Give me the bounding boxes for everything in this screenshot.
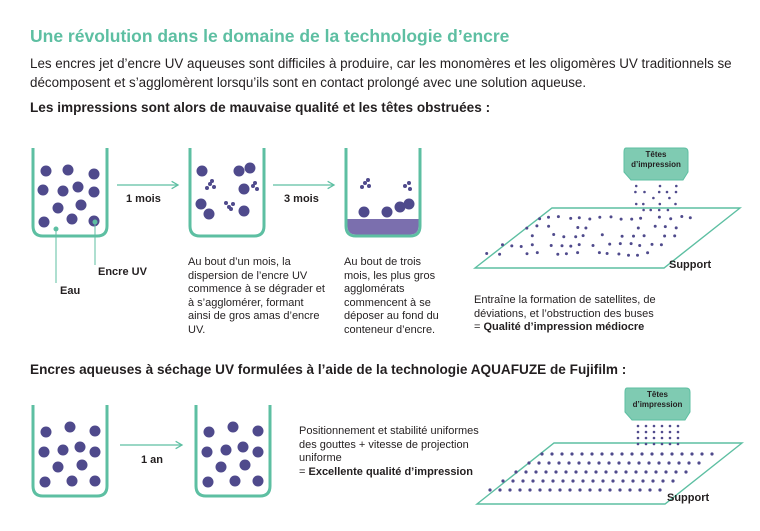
ink-drop: [669, 443, 672, 446]
ink-drop: [536, 251, 539, 254]
ink-drop: [675, 226, 678, 229]
ink-drop: [645, 425, 648, 428]
ink-drop: [680, 215, 683, 218]
ink-drop: [614, 470, 617, 473]
ink-drop: [617, 461, 620, 464]
ink-drop: [646, 251, 649, 254]
ink-drop: [498, 253, 501, 256]
ink-drop: [560, 452, 563, 455]
ink-drop: [564, 470, 567, 473]
ink-drop: [644, 470, 647, 473]
ink-drop: [550, 452, 553, 455]
ink-drop: [508, 488, 511, 491]
ink-drop: [488, 488, 491, 491]
ink-drop: [700, 452, 703, 455]
intro-paragraph: Les encres jet d’encre UV aqueuses sont difficiles à produire, car les monomères et les oligomères UV traditionnels se décomposent et s’agglomèrent lorsqu’ils sont en contact prolongé avec une solution aqueuse.: [30, 56, 732, 90]
ink-drop: [608, 488, 611, 491]
ink-drop: [576, 226, 579, 229]
ink-drop: [584, 470, 587, 473]
ink-drop: [684, 470, 687, 473]
ink-drop: [637, 227, 640, 230]
ink-drop: [557, 215, 560, 218]
ink-drop: [663, 235, 666, 238]
ink-drop: [594, 470, 597, 473]
page-title: Une révolution dans le domaine de la technologie d’encre: [30, 26, 510, 46]
ink-drop: [556, 253, 559, 256]
ink-drop: [680, 452, 683, 455]
ink-drop: [521, 479, 524, 482]
caption-1-month: Au bout d’un mois, la dispersion de l’encre UV commence à se dégrader et à s’agglomérer, formant ainsi de gros amas d’encre UV.: [188, 256, 325, 336]
ink-drop: [637, 461, 640, 464]
ink-drop: [637, 437, 640, 440]
ink-drop: [635, 203, 638, 206]
ink-drop: [587, 461, 590, 464]
ink-drop: [578, 243, 581, 246]
ink-drop: [588, 488, 591, 491]
ink-drop: [511, 479, 514, 482]
ink-drop: [562, 235, 565, 238]
ink-drop: [531, 234, 534, 237]
ink-drop: [619, 242, 622, 245]
ink-drop: [667, 209, 670, 212]
ink-drop: [548, 488, 551, 491]
ink-drop: [526, 252, 529, 255]
ink-drop: [674, 203, 677, 206]
ink-drop: [654, 225, 657, 228]
ink-drop: [569, 245, 572, 248]
ink-drop: [552, 233, 555, 236]
ink-drop: [570, 452, 573, 455]
ink-drop: [649, 209, 652, 212]
ink-drop: [547, 216, 550, 219]
ink-drop: [525, 227, 528, 230]
ink-drop: [540, 452, 543, 455]
ink-drop: [627, 461, 630, 464]
ink-drop: [630, 242, 633, 245]
ink-drop: [592, 244, 595, 247]
ink-drop: [550, 244, 553, 247]
ink-drop: [600, 452, 603, 455]
ink-drop: [710, 452, 713, 455]
result-poor-prefix: =: [474, 321, 484, 334]
ink-drop: [578, 488, 581, 491]
ink-drop: [531, 243, 534, 246]
ink-drop: [645, 437, 648, 440]
ink-drop: [631, 479, 634, 482]
ink-drop: [537, 461, 540, 464]
ink-drop: [651, 243, 654, 246]
arrow-label-3-months: 3 mois: [284, 193, 319, 205]
ink-drop: [578, 216, 581, 219]
ink-drop: [498, 488, 501, 491]
ink-drop: [534, 470, 537, 473]
ink-drop: [597, 461, 600, 464]
ink-drop: [666, 191, 669, 194]
ink-drop: [598, 216, 601, 219]
arrow-label-1-year: 1 an: [141, 454, 164, 466]
ink-drop: [551, 479, 554, 482]
ink-drop: [567, 461, 570, 464]
ink-drop: [639, 217, 642, 220]
ink-drop: [569, 217, 572, 220]
ink-drop: [618, 488, 621, 491]
ink-drop: [677, 437, 680, 440]
ink-drop: [637, 443, 640, 446]
ink-drop: [611, 479, 614, 482]
result-excellent-text: Positionnement et stabilité uniformes des gouttes + vitesse de projection uniforme: [299, 425, 479, 465]
ink-drop: [664, 225, 667, 228]
ink-drop: [669, 431, 672, 434]
ink-drop: [630, 452, 633, 455]
ink-drop: [641, 479, 644, 482]
ink-drop: [518, 488, 521, 491]
ink-drop: [669, 437, 672, 440]
ink-drop: [661, 425, 664, 428]
ink-drop: [645, 431, 648, 434]
ink-drop: [677, 425, 680, 428]
ink-drop: [638, 244, 641, 247]
ink-drop: [538, 217, 541, 220]
ink-drop: [677, 431, 680, 434]
ink-drop: [524, 470, 527, 473]
ink-drop: [510, 244, 513, 247]
ink-drop: [610, 452, 613, 455]
ink-drop: [610, 215, 613, 218]
ink-drop: [538, 488, 541, 491]
result-excellent-prefix: =: [299, 465, 309, 478]
ink-drop: [658, 209, 661, 212]
ink-drop: [604, 470, 607, 473]
print-head-label-line1: Têtes: [647, 390, 668, 399]
result-excellent-bold: Excellente qualité d’impression: [308, 465, 473, 478]
caption-3-months: Au bout de trois mois, les plus gros agglomérats commencent à se déposer au fond du conteneur d’encre.: [344, 256, 439, 336]
print-head-label-line1: Têtes: [645, 150, 667, 159]
ink-drop: [675, 191, 678, 194]
ink-drop: [652, 197, 655, 200]
ink-drop: [689, 216, 692, 219]
ink-drop: [617, 253, 620, 256]
ink-drop: [514, 470, 517, 473]
ink-drop: [669, 425, 672, 428]
ink-drop: [561, 244, 564, 247]
ink-drop: [607, 461, 610, 464]
result-poor-text: Entraîne la formation de satellites, de déviations, et l’obstruction des buses: [474, 294, 656, 320]
ink-drop: [637, 425, 640, 428]
ink-drop: [670, 452, 673, 455]
ink-drop: [598, 488, 601, 491]
result-excellent: [299, 425, 499, 479]
label-uv-ink: Encre UV: [98, 266, 147, 278]
ink-drop: [658, 216, 661, 219]
ink-drop: [638, 488, 641, 491]
ink-drop: [485, 252, 488, 255]
ink-drop: [642, 209, 645, 212]
ink-drop: [541, 479, 544, 482]
ink-drop: [677, 443, 680, 446]
ink-drop: [528, 488, 531, 491]
ink-drop: [568, 488, 571, 491]
container-1-month: [190, 148, 264, 236]
ink-drop: [621, 479, 624, 482]
result-poor-bold: Qualité d’impression médiocre: [483, 321, 645, 334]
print-head-label-line2: d’impression: [631, 160, 681, 169]
ink-drop: [636, 254, 639, 257]
ink-drop: [634, 191, 637, 194]
ink-drop: [697, 461, 700, 464]
ink-drop: [661, 437, 664, 440]
ink-drop: [577, 461, 580, 464]
ink-drop: [647, 461, 650, 464]
container-aquafuze-1-year: [196, 405, 270, 496]
ink-drop: [501, 243, 504, 246]
label-water: Eau: [60, 285, 81, 297]
ink-drop: [606, 252, 609, 255]
ink-drop: [608, 243, 611, 246]
ink-drop: [584, 227, 587, 230]
ink-drop: [690, 452, 693, 455]
ink-drop: [675, 185, 678, 188]
ink-drop: [588, 218, 591, 221]
ink-drop: [561, 479, 564, 482]
ink-drop: [601, 479, 604, 482]
ink-drop: [673, 234, 676, 237]
ink-drop: [645, 443, 648, 446]
ink-drop: [642, 203, 645, 206]
print-head-label-excellent: [625, 390, 690, 410]
arrow-label-1-month: 1 mois: [126, 193, 161, 205]
ink-drop: [668, 197, 671, 200]
ink-drop: [687, 461, 690, 464]
ink-drop: [565, 252, 568, 255]
ink-drop: [574, 470, 577, 473]
container-3-months: [346, 148, 420, 236]
ink-drop: [660, 452, 663, 455]
ink-drop: [640, 452, 643, 455]
ink-drop: [657, 461, 660, 464]
ink-drop: [650, 452, 653, 455]
ink-drop: [557, 461, 560, 464]
ink-drop: [653, 425, 656, 428]
ink-drop: [544, 470, 547, 473]
ink-drop: [620, 452, 623, 455]
result-poor: [474, 294, 692, 335]
section2-heading: Encres aqueuses à séchage UV formulées à l’aide de la technologie AQUAFUZE de Fujifilm :: [30, 362, 627, 377]
ink-drop: [558, 488, 561, 491]
ink-drop: [658, 488, 661, 491]
print-head-label-poor: [624, 150, 688, 170]
ink-drop: [664, 470, 667, 473]
ink-drop: [658, 191, 661, 194]
ink-drop: [576, 251, 579, 254]
ink-drop: [635, 185, 638, 188]
ink-drop: [648, 488, 651, 491]
container-aquafuze-fresh: [33, 405, 107, 496]
ink-drop: [571, 479, 574, 482]
ink-drop: [547, 461, 550, 464]
ink-drop: [643, 234, 646, 237]
ink-drop: [624, 470, 627, 473]
ink-drop: [520, 245, 523, 248]
ink-drop: [547, 225, 550, 228]
ink-drop: [580, 452, 583, 455]
ink-drop: [598, 251, 601, 254]
ink-drop: [674, 470, 677, 473]
ink-drop: [628, 488, 631, 491]
ink-drop: [669, 217, 672, 220]
ink-drop: [535, 224, 538, 227]
ink-drop: [627, 254, 630, 257]
ink-drop: [671, 479, 674, 482]
ink-drop: [653, 443, 656, 446]
ink-drop: [677, 461, 680, 464]
ink-drop: [582, 234, 585, 237]
ink-drop: [643, 191, 646, 194]
ink-drop: [653, 431, 656, 434]
ink-drop: [651, 479, 654, 482]
ink-drop: [590, 452, 593, 455]
ink-drop: [634, 470, 637, 473]
support-label-poor: Support: [669, 259, 712, 271]
print-head-label-line2: d’impression: [632, 400, 683, 409]
ink-drop: [637, 431, 640, 434]
section1-heading: Les impressions sont alors de mauvaise qualité et les têtes obstruées :: [30, 100, 491, 115]
ink-drop: [630, 218, 633, 221]
ink-drop: [621, 235, 624, 238]
ink-drop: [661, 479, 664, 482]
ink-drop: [620, 218, 623, 221]
ink-drop: [659, 185, 662, 188]
ink-drop: [531, 479, 534, 482]
ink-drop: [667, 461, 670, 464]
label-pointers: [54, 220, 97, 283]
ink-drop: [661, 431, 664, 434]
ink-drop: [661, 443, 664, 446]
ink-drop: [591, 479, 594, 482]
ink-drop: [601, 233, 604, 236]
ink-drop: [654, 470, 657, 473]
ink-drop: [501, 479, 504, 482]
ink-drop: [581, 479, 584, 482]
support-label-excellent: Support: [667, 492, 710, 504]
ink-drop: [574, 235, 577, 238]
ink-drop: [653, 437, 656, 440]
ink-drop: [632, 235, 635, 238]
ink-drop: [659, 203, 662, 206]
ink-drop: [554, 470, 557, 473]
ink-drop: [660, 243, 663, 246]
ink-drop: [527, 461, 530, 464]
